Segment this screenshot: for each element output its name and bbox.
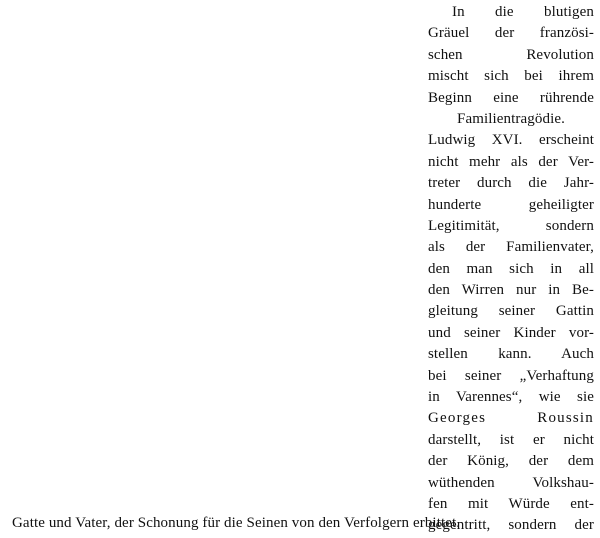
text-column — [428, 2, 594, 537]
text-line-17: stellen kann. Auch — [428, 346, 594, 363]
text-line-19: in Varennes“, wie sie — [428, 389, 594, 406]
text-line-3: schen Revolution — [428, 46, 594, 63]
text-line-10: hunderte geheiligter — [428, 196, 594, 213]
text-line-25: gegentritt, sondern der — [428, 517, 594, 534]
text-line-2: Gräuel der französi- — [428, 25, 594, 42]
text-line-18: bei seiner „Verhaftung — [428, 367, 594, 384]
text-line-9: treter durch die Jahr- — [428, 175, 594, 192]
text-line-12: als der Familienvater, — [428, 239, 594, 256]
text-line-8: nicht mehr als der Ver- — [428, 153, 594, 170]
text-line-7: Ludwig XVI. erscheint — [428, 132, 594, 149]
text-line-23: wüthenden Volkshau- — [428, 474, 594, 491]
text-line-22: der König, der dem — [428, 453, 594, 470]
text-line-6: Familientragödie. — [457, 110, 565, 127]
text-line-13: den man sich in all — [428, 260, 594, 277]
text-line-24: fen mit Würde ent- — [428, 495, 594, 512]
text-line-11: Legitimität, sondern — [428, 217, 594, 234]
text-line-20: Georges Roussin — [428, 410, 594, 427]
text-line-5: Beginn eine rührende — [428, 89, 594, 106]
text-line-16: und seiner Kinder vor- — [428, 324, 594, 341]
text-final-line: Gatte und Vater, der Schonung für die Seinen von den Verfolgern erbittet. — [12, 515, 461, 531]
text-line-14: den Wirren nur in Be- — [428, 282, 594, 299]
text-line-15: gleitung seiner Gattin — [428, 303, 594, 320]
text-line-1: In die blutigen — [452, 4, 594, 20]
text-line-21: darstellt, ist er nicht — [428, 431, 594, 448]
text-line-4: mischt sich bei ihrem — [428, 68, 594, 85]
